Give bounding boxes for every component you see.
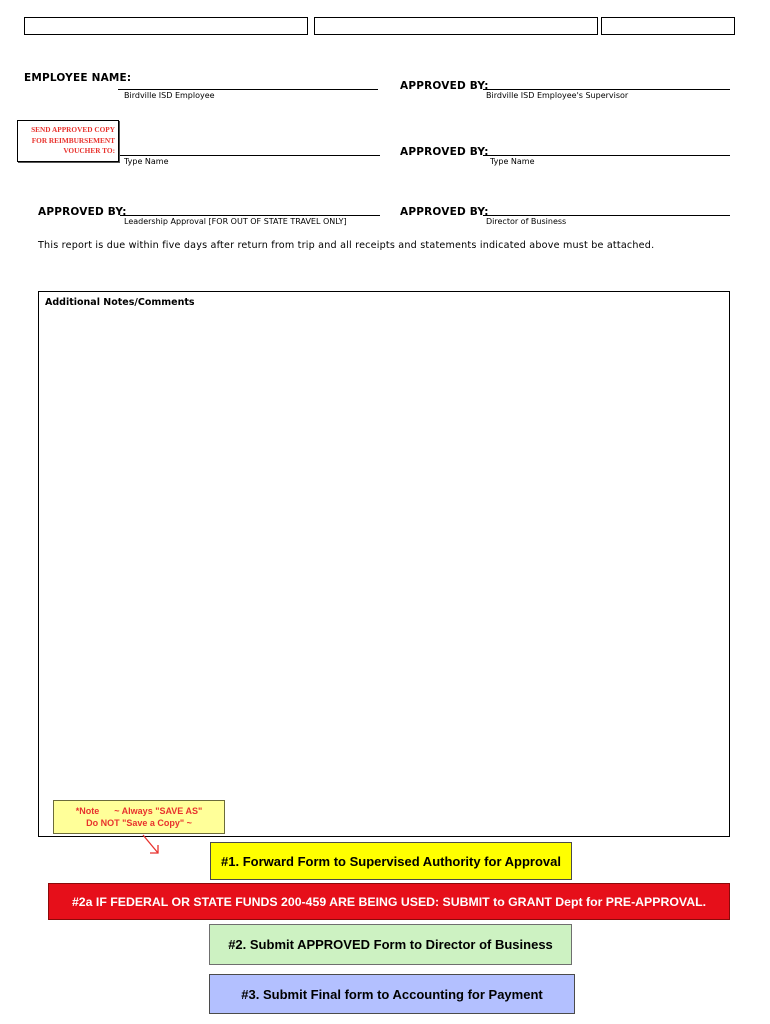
approved-by-leadership-label: APPROVED BY: [38,206,127,218]
approved-by-supervisor-label: APPROVED BY: [400,80,489,92]
approved-by-director-label: APPROVED BY: [400,206,489,218]
supervisor-caption: Birdville ISD Employee's Supervisor [486,91,629,100]
send-copy-line1: SEND APPROVED COPY [31,125,115,134]
step1-forward-button[interactable]: #1. Forward Form to Supervised Authority for Approval [210,842,572,880]
type-name-caption-left: Type Name [124,157,169,166]
step2a-grant-button[interactable]: #2a IF FEDERAL OR STATE FUNDS 200-459 ARE BEING USED: SUBMIT to GRANT Dept for PRE-APPROVAL. [48,883,730,920]
typename-signature-line[interactable] [483,155,730,156]
additional-notes-box[interactable] [38,291,730,837]
step3-accounting-button[interactable]: #3. Submit Final form to Accounting for Payment [209,974,575,1014]
approved-by-typename-label: APPROVED BY: [400,146,489,158]
type-name-caption-right: Type Name [490,157,535,166]
director-caption: Director of Business [486,217,567,226]
employee-name-label: EMPLOYEE NAME: [24,72,132,84]
send-copy-line3: VOUCHER TO: [63,146,115,155]
report-due-notice: This report is due within five days after return from trip and all receipts and statements indicated above must be attached. [38,240,655,251]
send-approved-copy-box [17,120,119,162]
save-note-line2: Do NOT "Save a Copy" ~ [86,818,192,828]
header-field-2[interactable] [314,17,598,35]
supervisor-signature-line[interactable] [483,89,730,90]
leadership-signature-line[interactable] [120,215,380,216]
header-field-1[interactable] [24,17,308,35]
leadership-caption: Leadership Approval [FOR OUT OF STATE TRAVEL ONLY] [124,217,347,226]
red-arrow-icon [140,832,164,858]
save-as-note [53,800,225,834]
send-to-name-line[interactable] [120,155,380,156]
notes-title: Additional Notes/Comments [45,297,195,308]
header-field-3[interactable] [601,17,735,35]
send-copy-line2: FOR REIMBURSEMENT [31,135,115,145]
save-note-line1: *Note ~ Always "SAVE AS" [75,806,203,816]
employee-caption: Birdville ISD Employee [124,91,215,100]
employee-name-line[interactable] [118,89,378,90]
step2-submit-director-button[interactable]: #2. Submit APPROVED Form to Director of Business [209,924,572,965]
director-signature-line[interactable] [483,215,730,216]
